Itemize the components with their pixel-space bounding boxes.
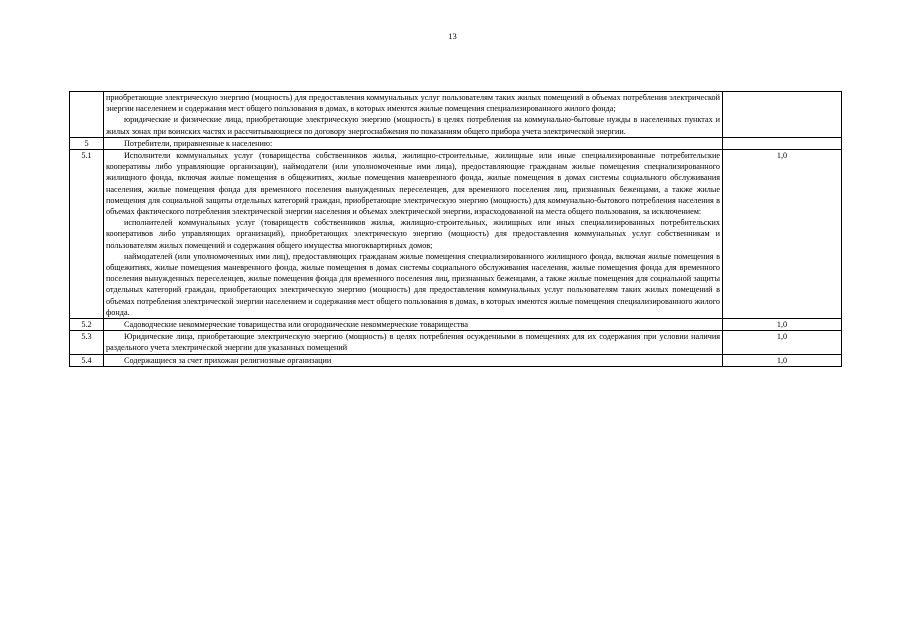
- row-number-cell: 5.2: [70, 319, 104, 331]
- row-number-cell: 5.1: [70, 150, 104, 319]
- row-number-cell: [70, 92, 104, 138]
- row-text-cell: [104, 354, 723, 366]
- table-row: [70, 150, 842, 319]
- table-row: [70, 354, 842, 366]
- row-text-cell: [104, 150, 723, 319]
- row-paragraph: юридические и физические лица, приобретающие электрическую энергию (мощность) в целях потребления на коммунально-бытовые нужды в населенных пунктах и жилых зонах при воинских частях и рассчитывающиеся по договору энергоснабжения по показаниям общего прибора учета электрической энергии.: [106, 115, 720, 136]
- table-body: [70, 92, 842, 367]
- row-paragraph: Садоводческие некоммерческие товарищества или огороднические некоммерческие товарищества: [124, 320, 469, 330]
- row-number-cell: 5.3: [70, 331, 104, 354]
- row-paragraph: наймодателей (или уполномоченных ими лиц), предоставляющих гражданам жилые помещения специализированного жилищного фонда, включая жилые помещения в общежитиях, жилые помещения маневренного фонда, жилые помещения в домах системы социального обслуживания населения, жилые помещения фонда для временного поселения вынужденных переселенцев, жилые помещения фонда для временного поселения лиц, признанных беженцами, а также жилые помещения для социальной защиты отдельных категорий граждан, приобретающих электрическую энергию (мощность) для предоставления коммунальных услуг пользователям таких жилых помещений в объемах потребления электрической энергии населением и содержания мест общего пользования в домах, в которых имеются жилые помещения специализированного жилого фонда.: [106, 251, 720, 317]
- coefficient-cell: [723, 92, 842, 138]
- row-number-cell: 5: [70, 137, 104, 149]
- coefficient-cell: [723, 137, 842, 149]
- table-row: [70, 92, 842, 138]
- coefficient-cell: 1,0: [723, 354, 842, 366]
- row-paragraph: Юридические лица, приобретающие электрическую энергию (мощность) в целях потребления осужденными в помещениях для их содержания при условии наличия раздельного учета электрической энергии для указанных помещений: [106, 332, 720, 353]
- row-text-cell: [104, 92, 723, 138]
- row-number-cell: 5.4: [70, 354, 104, 366]
- row-paragraph: приобретающие электрическую энергию (мощность) для предоставления коммунальных услуг пользователям таких жилых помещений в объемах потребления электрической энергии населением и содержания мест общего пользования в домах, в которых имеются жилые помещения специализированного жилого фонда;: [106, 93, 720, 114]
- table-row: [70, 331, 842, 354]
- coefficient-cell: 1,0: [723, 150, 842, 319]
- row-text-cell: [104, 319, 723, 331]
- row-text-cell: [104, 137, 723, 149]
- row-text-cell: [104, 331, 723, 354]
- row-paragraph: Исполнители коммунальных услуг (товарищества собственников жилья, жилищно-строительные, жилищные или иные специализированные потребительские кооперативы либо управляющие организации), наймодатели (или уполномоченные ими лица), предоставляющие гражданам жилые помещения специализированного жилищного фонда, включая жилые помещения в общежитиях, жилые помещения маневренного фонда, жилые помещения в домах системы социального обслуживания населения, жилые помещения фонда для временного поселения вынужденных переселенцев, для временного поселения лиц, признанных беженцами, а также жилые помещения для социальной защиты отдельных категорий граждан, приобретающие электрическую энергию (мощность) для коммунально-бытового потребления населения в объемах фактического потребления электрической энергии населения и объемах электрической энергии, израсходованной на места общего пользования, за исключением:: [106, 151, 720, 217]
- coefficient-cell: 1,0: [723, 331, 842, 354]
- coefficient-cell: 1,0: [723, 319, 842, 331]
- tariff-table: [69, 91, 842, 367]
- page-number: 13: [448, 31, 457, 41]
- row-paragraph: Содержащиеся за счет прихожан религиозные организации: [124, 355, 332, 365]
- row-paragraph: исполнителей коммунальных услуг (товариществ собственников жилья, жилищно-строительных, жилищных или иных специализированных потребительских кооперативов либо управляющих организаций), приобретающих электрическую энергию (мощность) для предоставления коммунальных услуг собственникам и пользователям жилых помещений и содержания общего имущества многоквартирных домов;: [106, 218, 720, 250]
- table-row: [70, 319, 842, 331]
- table-row: [70, 137, 842, 149]
- row-paragraph: Потребители, приравненные к населению:: [124, 138, 273, 148]
